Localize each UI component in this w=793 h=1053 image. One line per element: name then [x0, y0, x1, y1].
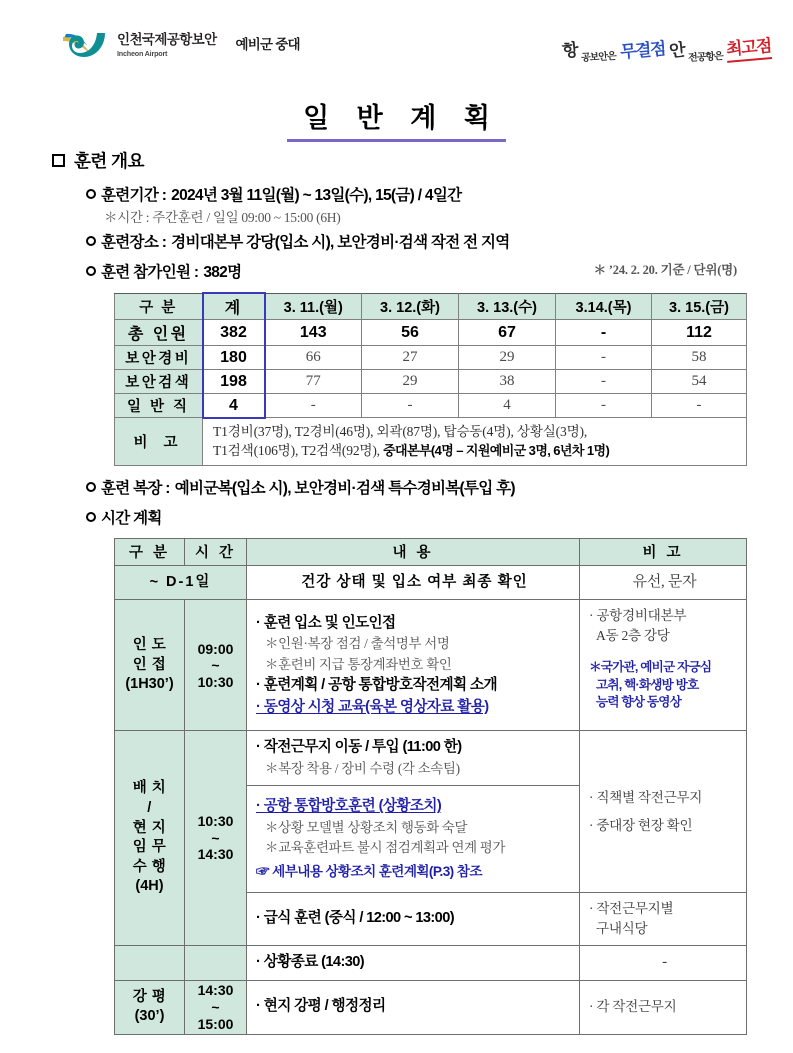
cell-0313: 67 — [459, 320, 556, 346]
remarks-line-2-plain: T1검색(106명), T2검색(92명), — [213, 443, 384, 459]
cell-0312: - — [362, 394, 459, 418]
slogan-part-2: 공보안은 — [581, 51, 617, 64]
content-d-minus-1 — [247, 565, 580, 600]
ring-bullet-icon — [86, 236, 96, 246]
row-label-remarks: 비 고 — [115, 418, 203, 465]
content-line-1: · 훈련 입소 및 인도인접 — [256, 614, 396, 631]
remark-handover — [580, 600, 747, 731]
row-label: 총 인원 — [115, 320, 203, 346]
th-division: 구 분 — [115, 538, 185, 565]
cell-0313: 4 — [459, 394, 556, 418]
content-line-1: · 상황종료 (14:30) — [256, 953, 365, 970]
remark-debrief: · 각 작전근무지 — [580, 980, 747, 1034]
training-period-label: 훈련기간 : — [101, 187, 167, 204]
division-line-2: / — [147, 800, 152, 817]
cell-total: 4 — [203, 394, 265, 418]
remarks-line-2 — [213, 441, 738, 460]
remark-blue-3: 능력 향상 동영상 — [596, 695, 681, 710]
content-line-4: · 훈련계획 / 공항 통합방호작전계획 소개 — [256, 676, 497, 693]
participant-count-label: 훈련 참가인원 : — [101, 264, 199, 282]
cell-total: 198 — [203, 370, 265, 394]
remark-d-minus-1: 유선, 문자 — [580, 565, 747, 600]
remark-blue-2: 고취, 핵·화생방 방호 — [596, 677, 699, 692]
slogan-part-1: 항 — [561, 40, 579, 62]
cell-total: 382 — [203, 320, 265, 346]
th-content: 내 용 — [247, 538, 580, 565]
cell-0311: 143 — [265, 320, 362, 346]
square-bullet-icon — [52, 154, 65, 167]
document-title-wrap — [0, 96, 793, 142]
cell-0312: 29 — [362, 370, 459, 394]
content-line-1: · 급식 훈련 (중식 / 12:00 ~ 13:00) — [256, 910, 454, 927]
content-line-4: ☞ 세부내용 상황조치 훈련계획(P.3) 참조 — [256, 864, 482, 880]
table-row-security-screening — [115, 370, 747, 394]
remarks-line-2-bold: 중대본부(4명 – 지원예비군 3명, 6년차 1명) — [383, 443, 610, 459]
time-start: 10:30 — [197, 813, 234, 830]
division-line-1: 강 평 — [132, 988, 167, 1005]
content-situation-end — [247, 945, 580, 980]
logo-text — [117, 33, 217, 57]
bullet-participant-count — [86, 261, 793, 285]
training-period-note: ＊시간 : 주간훈련 / 일일 09:00 ~ 15:00 (6H) — [104, 210, 341, 226]
ring-bullet-icon — [86, 189, 96, 199]
division-deployment — [115, 731, 185, 945]
division-line-2: (30’) — [134, 1008, 165, 1025]
th-remark: 비 고 — [580, 538, 747, 565]
division-line-5: 수 행 — [132, 858, 167, 875]
remark-line-1: · 직책별 작전근무지 — [589, 790, 703, 806]
cell-0314: - — [556, 394, 652, 418]
time-plan-table — [114, 538, 747, 1035]
time-row-debrief — [115, 980, 747, 1034]
cell-0314: - — [556, 346, 652, 370]
table-row-remarks — [115, 418, 747, 465]
content-line-2: ＊인원·복장 점검 / 출석명부 서명 — [265, 636, 450, 652]
bullet-time-plan — [86, 507, 793, 531]
time-spacer-1 — [185, 945, 247, 980]
th-time: 시 간 — [185, 538, 247, 565]
cell-0313: 38 — [459, 370, 556, 394]
time-end: 14:30 — [197, 846, 234, 863]
table-row-security-guard — [115, 346, 747, 370]
time-end: 10:30 — [197, 673, 234, 690]
content-line-5-underline: · 동영상 시청 교육(육본 영상자료 활용) — [256, 698, 489, 715]
division-line-1: 배 치 — [132, 780, 167, 797]
remark-meal-training — [580, 893, 747, 945]
division-handover — [115, 600, 185, 731]
division-line-3: 현 지 — [132, 819, 167, 836]
cell-0312: 27 — [362, 346, 459, 370]
content-line-1: · 작전근무지 이동 / 투입 (11:00 한) — [256, 739, 462, 756]
table-header-row — [115, 293, 747, 320]
organization-logo — [62, 28, 300, 62]
time-plan-heading: 시간 계획 — [101, 509, 162, 527]
page-title: 일 반 계 획 — [287, 96, 506, 142]
th-division: 구 분 — [115, 293, 203, 320]
table-row-general-staff — [115, 394, 747, 418]
cell-0311: 66 — [265, 346, 362, 370]
content-line: 건강 상태 및 입소 여부 최종 확인 — [301, 573, 528, 590]
training-place-value: 경비대본부 강당(입소 시), 보안경비·검색 작전 전 지역 — [171, 234, 510, 252]
content-line-2: ＊복장 착용 / 장비 수령 (각 소속팀) — [265, 761, 460, 777]
content-integrated-drill — [247, 786, 580, 893]
content-line-5 — [256, 697, 573, 719]
ring-bullet-icon — [86, 482, 96, 492]
ring-bullet-icon — [86, 512, 96, 522]
row-label: 일 반 직 — [115, 394, 203, 418]
participant-table — [114, 292, 747, 465]
ring-bullet-icon — [86, 266, 96, 276]
incheon-airport-swoosh-icon — [62, 28, 108, 62]
th-total: 계 — [203, 293, 265, 320]
cell-0315: 58 — [652, 346, 747, 370]
time-tilde: ~ — [211, 657, 220, 674]
cell-total: 180 — [203, 346, 265, 370]
cell-0312: 56 — [362, 320, 459, 346]
training-period-value: 2024년 3월 11일(월) ~ 13일(수), 15(금) / 4일간 — [171, 187, 462, 204]
remark-line-1: · 작전근무지별 — [589, 901, 674, 917]
cell-0313: 29 — [459, 346, 556, 370]
time-table-header-row — [115, 538, 747, 565]
content-line-3: ＊교육훈련파트 불시 점검계획과 연계 평가 — [265, 840, 506, 856]
cell-0314: - — [556, 370, 652, 394]
time-debrief — [185, 980, 247, 1034]
time-row-deployment-move — [115, 731, 747, 786]
cell-0311: - — [265, 394, 362, 418]
division-line-6: (4H) — [135, 878, 164, 895]
th-date-0311: 3. 11.(월) — [265, 293, 362, 320]
division-line-3: (1H30’) — [125, 676, 174, 693]
content-line-1 — [256, 796, 573, 818]
division-d-minus-1: ~ D-1일 — [115, 565, 247, 600]
cell-0314: - — [556, 320, 652, 346]
logo-korean-name: 인천국제공항보안 — [117, 32, 217, 48]
remark-line-2: · 중대장 현장 확인 — [589, 817, 693, 833]
cell-0315: 54 — [652, 370, 747, 394]
row-label: 보안검색 — [115, 370, 203, 394]
time-tilde: ~ — [211, 829, 220, 846]
time-deployment — [185, 731, 247, 945]
division-line-4: 임 무 — [132, 839, 167, 856]
training-uniform-label: 훈련 복장 : — [101, 479, 170, 497]
content-deployment-move — [247, 731, 580, 786]
content-line-3: ＊훈련비 지급 통장계좌번호 확인 — [265, 656, 452, 672]
time-row-d-minus-1 — [115, 565, 747, 600]
time-start: 14:30 — [197, 982, 234, 999]
th-date-0312: 3. 12.(화) — [362, 293, 459, 320]
handwritten-slogan — [561, 33, 772, 64]
division-line-1: 인 도 — [132, 637, 167, 654]
section-heading-overview — [52, 148, 793, 173]
time-start: 09:00 — [197, 640, 234, 657]
remark-deployment — [580, 731, 747, 893]
cell-0315: - — [652, 394, 747, 418]
participant-count-value: 382명 — [203, 264, 242, 282]
training-place-label: 훈련장소 : — [101, 234, 167, 252]
remark-spacer — [589, 646, 740, 659]
th-date-0313: 3. 13.(수) — [459, 293, 556, 320]
content-line-1-underline: · 공항 통합방호훈련 (상황조치) — [256, 798, 442, 815]
remark-line-2: A동 2층 강당 — [596, 628, 670, 644]
table-row-total-personnel — [115, 320, 747, 346]
remark-line-1: · 공항경비대본부 — [589, 608, 687, 624]
training-uniform-value: 예비군복(입소 시), 보안경비·검색 특수경비복(투입 후) — [174, 479, 515, 497]
slogan-part-6: 최고점 — [725, 31, 772, 63]
time-tilde: ~ — [211, 999, 220, 1015]
content-handover — [247, 600, 580, 731]
participant-count-note: ＊ ’24. 2. 20. 기준 / 단위(명) — [593, 263, 737, 278]
time-row-handover — [115, 600, 747, 731]
time-row-situation-end — [115, 945, 747, 980]
remarks-line-1: T1경비(37명), T2경비(46명), 외곽(87명), 탑승동(4명), 상황실(3명), — [213, 423, 588, 439]
section-heading-label: 훈련 개요 — [74, 151, 144, 171]
content-debrief — [247, 980, 580, 1034]
remark-situation-end: - — [580, 945, 747, 980]
bullet-training-place — [86, 231, 793, 255]
document-body — [0, 148, 793, 1035]
cell-0311: 77 — [265, 370, 362, 394]
slogan-part-5: 전공항은 — [687, 51, 723, 64]
th-date-0314: 3.14.(목) — [556, 293, 652, 320]
page-header — [0, 0, 793, 86]
organization-unit-name: 예비군 중대 — [235, 37, 300, 52]
slogan-part-4: 안 — [667, 40, 685, 62]
remark-line-2: 구내식당 — [596, 921, 648, 937]
division-line-2: 인 접 — [132, 656, 167, 673]
bullet-training-period — [86, 184, 793, 208]
division-debrief — [115, 980, 185, 1034]
bullet-training-uniform — [86, 477, 793, 501]
row-label: 보안경비 — [115, 346, 203, 370]
remark-blue-1: ＊국가관, 예비군 자긍심 — [589, 659, 712, 674]
slogan-part-3: 무결점 — [619, 39, 666, 63]
content-line-2: ＊상황 모델별 상황조치 행동화 숙달 — [265, 820, 468, 836]
time-end: 15:00 — [197, 1015, 234, 1032]
division-spacer-1 — [115, 945, 185, 980]
th-date-0315: 3. 15.(금) — [652, 293, 747, 320]
content-line-1: · 현지 강평 / 행정정리 — [256, 998, 386, 1015]
remarks-content — [203, 418, 747, 465]
time-handover — [185, 600, 247, 731]
cell-0315: 112 — [652, 320, 747, 346]
content-meal-training — [247, 893, 580, 945]
logo-english-name: Incheon Airport — [117, 48, 168, 58]
